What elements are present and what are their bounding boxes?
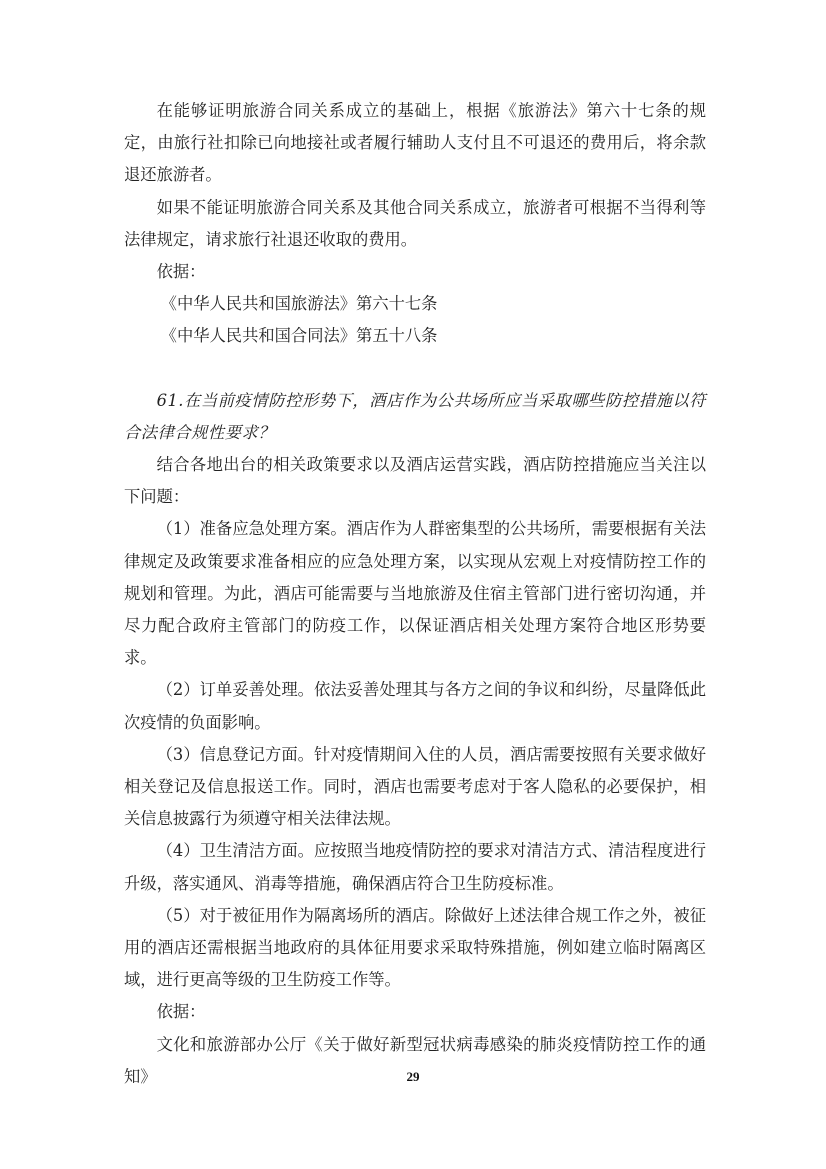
answer-intro: 结合各地出台的相关政策要求以及酒店运营实践，酒店防控措施应当关注以下问题： <box>124 455 706 507</box>
notice-reference: 文化和旅游部办公厅《关于做好新型冠状病毒感染的肺炎疫情防控工作的通知》 <box>124 1034 706 1086</box>
law-reference-tourism: 《中华人民共和国旅游法》第六十七条 <box>160 294 438 314</box>
measure-quarantine-hotel: （5）对于被征用作为隔离场所的酒店。除做好上述法律合规工作之外，被征用的酒店还需根据当地政府的具体征用要求采取特殊措施，例如建立临时隔离区域，进行更高等级的卫生防疫工作等。 <box>124 905 706 990</box>
basis-label-2: 依据： <box>156 1002 206 1022</box>
basis-label: 依据： <box>156 262 206 282</box>
measure-emergency-plan: （1）准备应急处理方案。酒店作为人群密集型的公共场所，需要根据有关法律规定及政策要求准备相应的应急处理方案，以实现从宏观上对疫情防控工作的规划和管理。为此，酒店可能需要与当地旅游及住宿主管部门进行密切沟通，并尽力配合政府主管部门的防疫工作，以保证酒店相关处理方案符合地区形势要求。 <box>124 519 706 668</box>
measure-info-registration: （3）信息登记方面。针对疫情期间入住的人员，酒店需要按照有关要求做好相关登记及信息报送工作。同时，酒店也需要考虑对于客人隐私的必要保护，相关信息披露行为须遵守相关法律法规。 <box>124 744 706 829</box>
page-body <box>124 95 706 1093</box>
paragraph-refund-basis: 在能够证明旅游合同关系成立的基础上，根据《旅游法》第六十七条的规定，由旅行社扣除已向地接社或者履行辅助人支付且不可退还的费用后，将余款退还旅游者。 <box>124 101 706 185</box>
measure-sanitation: （4）卫生清洁方面。应按照当地疫情防控的要求对清洁方式、清洁程度进行升级，落实通风、消毒等措施，确保酒店符合卫生防疫标准。 <box>124 841 706 893</box>
section-spacer <box>124 353 706 385</box>
question-heading: 61.在当前疫情防控形势下，酒店作为公共场所应当采取哪些防控措施以符合法律合规性要求？ <box>124 390 706 442</box>
page-number: 29 <box>406 1069 420 1084</box>
paragraph-unjust-enrichment: 如果不能证明旅游合同关系及其他合同关系成立，旅游者可根据不当得利等法律规定，请求旅行社退还收取的费用。 <box>124 197 706 249</box>
law-reference-contract: 《中华人民共和国合同法》第五十八条 <box>160 326 438 346</box>
measure-order-handling: （2）订单妥善处理。依法妥善处理其与各方之间的争议和纠纷，尽量降低此次疫情的负面影响。 <box>124 680 706 732</box>
